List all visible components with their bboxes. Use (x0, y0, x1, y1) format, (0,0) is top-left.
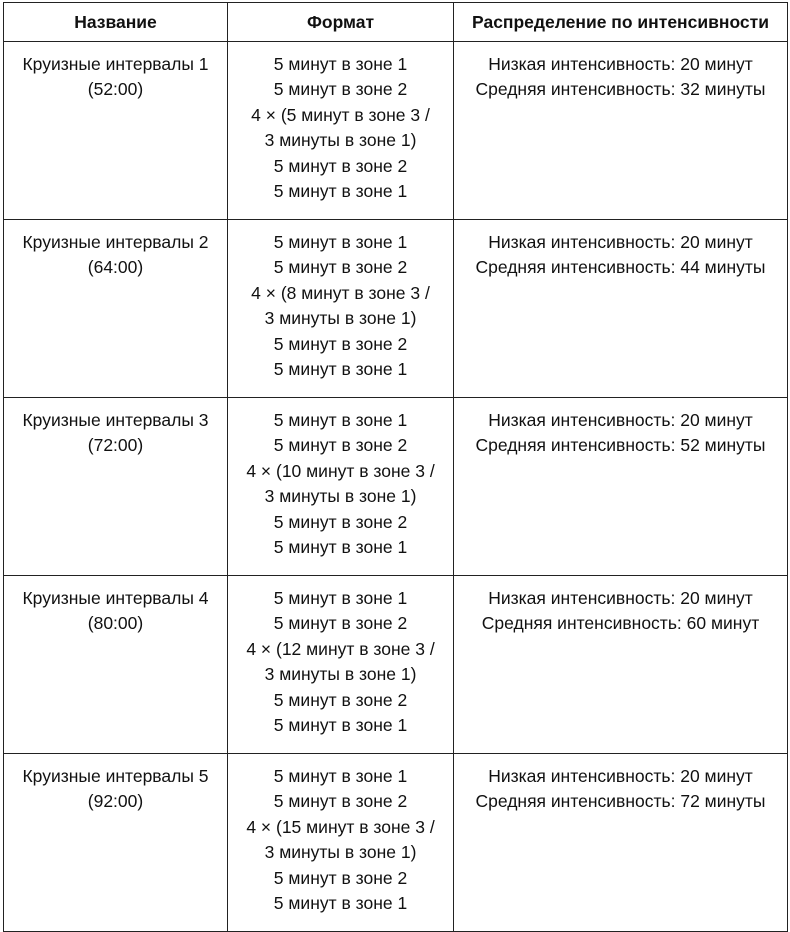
table-row (4, 398, 788, 576)
cell-distribution (454, 754, 788, 932)
cell-format-line: 5 минут в зоне 2 (273, 257, 408, 278)
cruise-intervals-table (3, 2, 788, 932)
cell-format-line: 5 минут в зоне 1 (273, 232, 408, 252)
cell-distribution-line: Средняя интенсивность: 60 минут (481, 613, 760, 634)
cell-name-line: (52:00) (87, 79, 144, 100)
table-row (4, 220, 788, 398)
cell-format-line: 4 × (12 минут в зоне 3 / (246, 638, 435, 659)
cell-distribution-line: Средняя интенсивность: 44 минуты (475, 257, 766, 278)
cell-format (228, 220, 454, 398)
cell-distribution-line: Средняя интенсивность: 52 минуты (475, 435, 766, 456)
cell-format-line: 5 минут в зоне 2 (273, 511, 408, 532)
cell-format-line: 4 × (10 минут в зоне 3 / (246, 460, 435, 481)
cell-format-line: 3 минуты в зоне 1) (264, 842, 417, 863)
cell-distribution-line: Низкая интенсивность: 20 минут (488, 232, 753, 252)
cell-format (228, 576, 454, 754)
cell-name (4, 754, 228, 932)
cell-name-line: Круизные интервалы 2 (22, 232, 209, 252)
cell-format-line: 5 минут в зоне 1 (273, 766, 408, 786)
cell-distribution-line: Низкая интенсивность: 20 минут (488, 588, 753, 608)
header-format: Формат (228, 3, 454, 42)
table-row (4, 42, 788, 220)
cell-name-line: Круизные интервалы 4 (22, 588, 209, 608)
cell-format-line: 3 минуты в зоне 1) (264, 664, 417, 685)
cell-format-line: 5 минут в зоне 1 (273, 715, 408, 736)
cell-format-line: 5 минут в зоне 1 (273, 181, 408, 202)
cell-name-line: Круизные интервалы 5 (22, 766, 209, 786)
cell-format-line: 4 × (5 минут в зоне 3 / (251, 104, 430, 125)
cell-format-line: 5 минут в зоне 1 (273, 359, 408, 380)
cell-format-line: 5 минут в зоне 2 (273, 791, 408, 812)
cell-name-line: (80:00) (87, 613, 144, 634)
cell-distribution-line: Низкая интенсивность: 20 минут (488, 766, 753, 786)
cell-format-line: 5 минут в зоне 1 (273, 54, 408, 74)
cell-distribution-line: Низкая интенсивность: 20 минут (488, 410, 753, 430)
cell-format (228, 398, 454, 576)
cell-format (228, 42, 454, 220)
cell-format-line: 3 минуты в зоне 1) (264, 486, 417, 507)
table-header (4, 3, 788, 42)
cell-format-line: 5 минут в зоне 2 (273, 155, 408, 176)
cell-distribution-line: Средняя интенсивность: 72 минуты (475, 791, 766, 812)
cell-format-line: 5 минут в зоне 1 (273, 588, 408, 608)
cell-name-line: (64:00) (87, 257, 144, 278)
cell-name (4, 398, 228, 576)
cell-format-line: 4 × (15 минут в зоне 3 / (246, 816, 435, 837)
cell-name-line: Круизные интервалы 1 (22, 54, 209, 74)
cell-name (4, 220, 228, 398)
table-row (4, 576, 788, 754)
cell-format-line: 5 минут в зоне 2 (273, 613, 408, 634)
cell-format-line: 5 минут в зоне 1 (273, 893, 408, 914)
cell-format-line: 5 минут в зоне 2 (273, 689, 408, 710)
cell-format-line: 5 минут в зоне 1 (273, 537, 408, 558)
cell-distribution (454, 576, 788, 754)
header-distribution: Распределение по интенсивности (454, 3, 788, 42)
cell-name-line: (92:00) (87, 791, 144, 812)
cell-distribution-line: Средняя интенсивность: 32 минуты (475, 79, 766, 100)
cell-distribution-line: Низкая интенсивность: 20 минут (488, 54, 753, 74)
cell-format-line: 5 минут в зоне 2 (273, 867, 408, 888)
table-row (4, 754, 788, 932)
cell-format (228, 754, 454, 932)
cell-format-line: 5 минут в зоне 2 (273, 435, 408, 456)
cell-name (4, 576, 228, 754)
table-body (4, 42, 788, 932)
cell-format-line: 5 минут в зоне 2 (273, 79, 408, 100)
cell-format-line: 5 минут в зоне 1 (273, 410, 408, 430)
header-name: Название (4, 3, 228, 42)
cell-distribution (454, 42, 788, 220)
header-row (4, 3, 788, 42)
cell-format-line: 3 минуты в зоне 1) (264, 130, 417, 151)
cell-distribution (454, 398, 788, 576)
cell-name-line: Круизные интервалы 3 (22, 410, 209, 430)
cell-name (4, 42, 228, 220)
cell-format-line: 4 × (8 минут в зоне 3 / (251, 282, 430, 303)
cell-format-line: 3 минуты в зоне 1) (264, 308, 417, 329)
cell-name-line: (72:00) (87, 435, 144, 456)
cell-format-line: 5 минут в зоне 2 (273, 333, 408, 354)
cell-distribution (454, 220, 788, 398)
